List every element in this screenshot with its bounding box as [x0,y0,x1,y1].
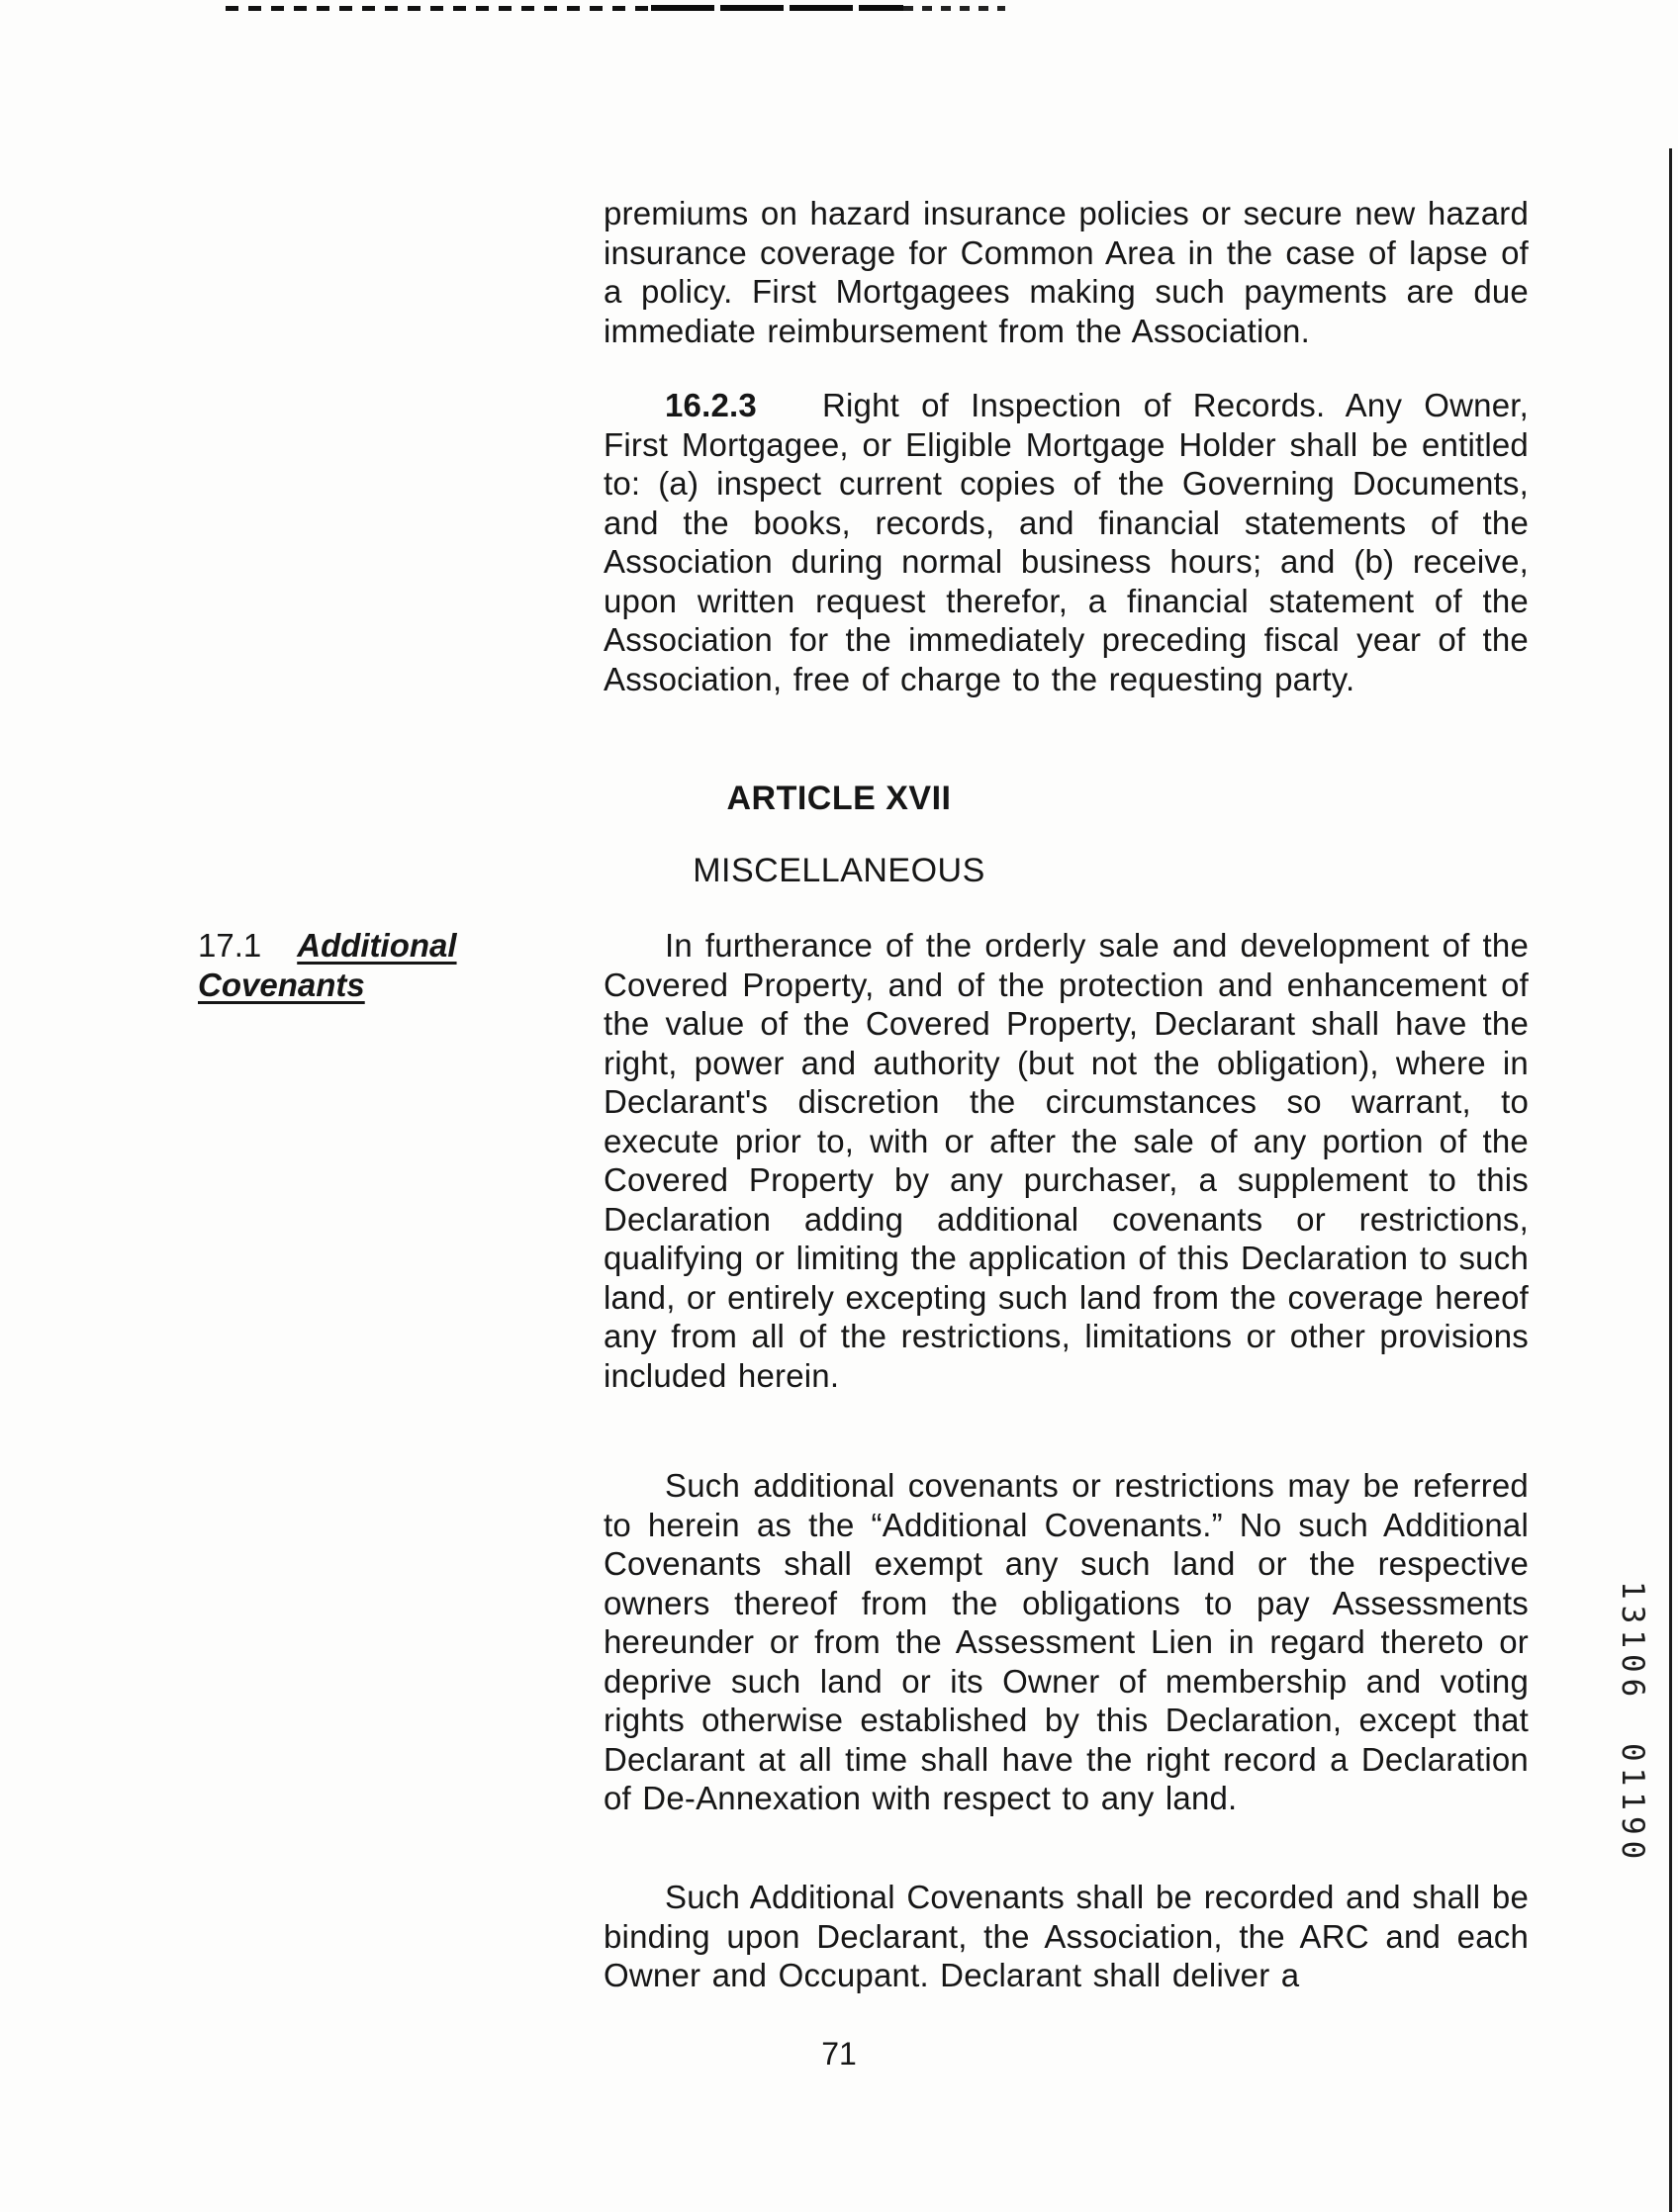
scan-artifact-rule [651,2,903,11]
paragraph-section-16-2-3 [604,386,1529,698]
section-text-16-2-3: Right of Inspection of Records. Any Owner, First Mortgagee, or Eligible Mortgage Holder shall be entitled to: (a) inspect current copies of the Governing Documents, and the books, records, and financial statements of the Association during normal business hours; and (b) receive, upon written request therefor, a financial statement of the Association for the immediately preceding fiscal year of the Association, free of charge to the requesting party. [604,387,1529,697]
paragraph-additional-covenants: Such additional covenants or restrictions may be referred to herein as the “Additional Covenants.” No such Additional Covenants shall exempt any such land or the respective owners thereof from the obligations to pay Assessments hereunder or from the Assessment Lien in regard thereto or deprive such land or its Owner of membership and voting rights otherwise established by this Declaration, except that Declarant at all time shall have the right record a Declaration of De-Annexation with respect to any land. [604,1467,1529,1816]
paragraph-furtherance: In furtherance of the orderly sale and development of the Covered Property, and of the protection and enhancement of the value of the Covered Property, Declarant shall have the right, power and authority (but not the obligation), where in Declarant's discretion the circumstances so warrant, to execute prior to, with or after the sale of any portion of the Covered Property by any purchaser, a supplement to this Declaration adding additional covenants or restrictions, qualifying or limiting the application of this Declaration to such land, or entirely excepting such land from the coverage hereof any from all of the restrictions, limitations or other provisions included herein. [604,927,1529,1394]
paragraph-recorded: Such Additional Covenants shall be recorded and shall be binding upon Declarant, the Association, the ARC and each Owner and Occupant. Declarant shall deliver a [604,1879,1529,1993]
scan-artifact-dashes-left [226,2,651,11]
section-number-17-1: 17.1 [198,927,262,964]
article-heading: ARTICLE XVII [726,780,952,817]
section-label-17-1: Additional Covenants [198,927,457,1003]
bates-stamp-number: 13106 01190 [1615,1581,1650,1866]
page-number: 71 [821,2036,857,2072]
scan-artifact-dashes-right [903,2,1005,11]
margin-label-17-1 [198,926,495,1005]
scan-border-line [1669,148,1672,2212]
article-subheading: MISCELLANEOUS [693,852,985,889]
paragraph-continuation: premiums on hazard insurance policies or secure new hazard insurance coverage for Common Area in the case of lapse of a policy. First Mortgagees making such payments are due immediate reimbursement from the Association. [604,195,1529,349]
section-number-16-2-3: 16.2.3 [665,387,757,423]
